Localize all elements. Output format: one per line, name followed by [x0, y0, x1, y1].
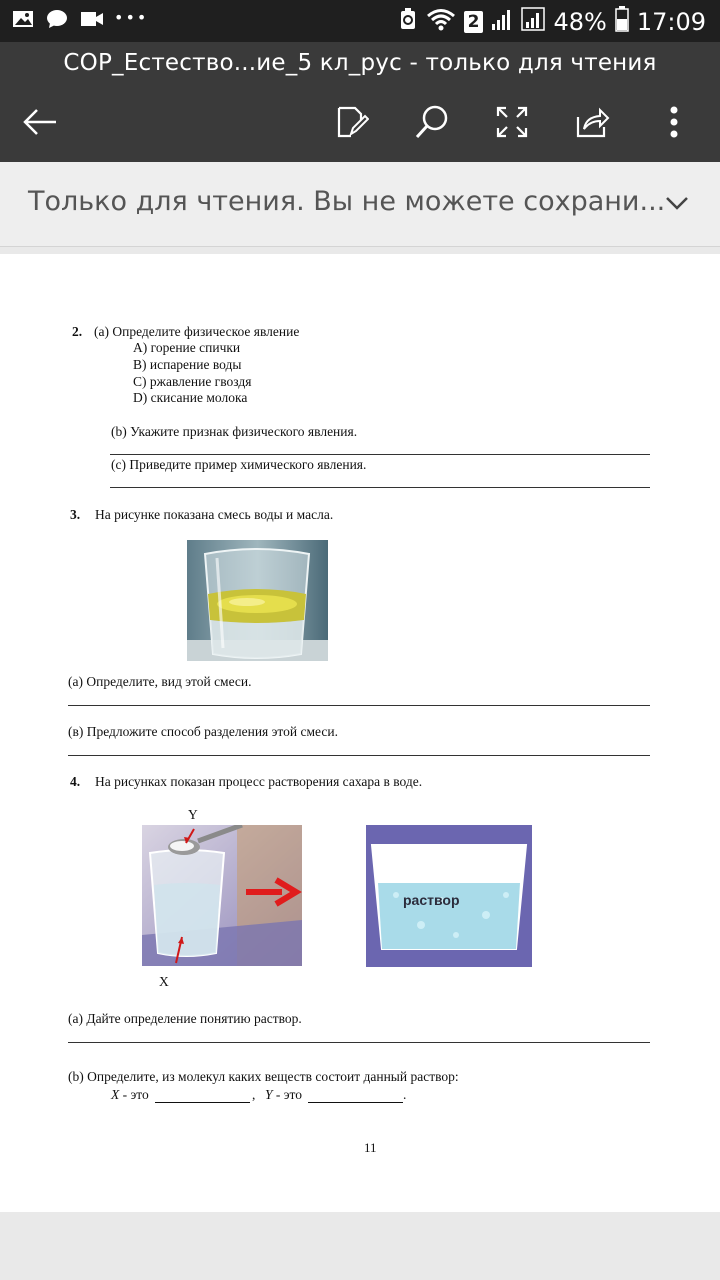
search-button[interactable] — [408, 98, 456, 146]
video-notification-icon — [80, 9, 102, 27]
expand-icon — [495, 105, 529, 139]
fullscreen-button[interactable] — [488, 98, 536, 146]
q3-number: 3. — [70, 507, 81, 522]
q2-part-c: (c) Приведите пример химического явления. — [111, 457, 367, 472]
y-word: - это — [272, 1087, 303, 1102]
x-answer-blank[interactable] — [155, 1102, 250, 1103]
q3-part-a: (a) Определите, вид этой смеси. — [68, 674, 252, 689]
edit-document-icon — [335, 104, 369, 140]
x-variable: X — [111, 1087, 120, 1102]
chevron-down-icon[interactable] — [660, 186, 694, 220]
answer-line — [68, 1042, 650, 1043]
q2-number: 2. — [72, 324, 83, 339]
battery-percent: 48% — [553, 8, 607, 36]
arrow-left-icon — [22, 108, 58, 136]
q3-part-b: (в) Предложите способ разделения этой смеси. — [68, 724, 338, 739]
x-answer-prefix — [111, 1087, 149, 1103]
oil-water-glass-image — [187, 540, 328, 661]
answer-separator: , — [252, 1087, 256, 1102]
more-notifications-label: ••• — [114, 8, 149, 27]
share-button[interactable] — [568, 98, 616, 146]
signal-icon-1 — [491, 7, 513, 37]
q2-part-a: (a) Определите физическое явление — [94, 324, 300, 339]
answer-line — [110, 454, 650, 455]
x-word: - это — [119, 1087, 149, 1102]
answer-line — [68, 755, 650, 756]
y-answer-prefix — [265, 1087, 302, 1103]
q2-option-c: C) ржавление гвоздя — [133, 374, 252, 389]
search-icon — [414, 104, 450, 140]
more-vertical-icon — [668, 105, 680, 139]
answer-line — [68, 705, 650, 706]
share-icon — [574, 105, 610, 139]
gallery-notification-icon — [12, 9, 34, 27]
more-options-button[interactable] — [650, 98, 698, 146]
battery-icon — [615, 6, 629, 38]
label-y: Y — [188, 807, 198, 822]
message-notification-icon — [46, 9, 68, 27]
answer-line — [110, 487, 650, 488]
y-variable: Y — [265, 1087, 273, 1102]
end-dot: . — [403, 1087, 407, 1102]
sugar-dissolving-photo — [142, 825, 302, 966]
y-answer-blank[interactable] — [308, 1102, 403, 1103]
q4-part-a: (a) Дайте определение понятию раствор. — [68, 1011, 302, 1026]
edit-button[interactable] — [328, 98, 376, 146]
q2-option-d: D) скисание молока — [133, 390, 248, 405]
q4-part-b: (b) Определите, из молекул каких веществ состоит данный раствор: — [68, 1069, 459, 1084]
app-bar — [0, 42, 720, 162]
page-number: 11 — [364, 1140, 377, 1155]
q2-option-a: A) горение спички — [133, 340, 241, 355]
label-x: X — [159, 974, 169, 989]
clock: 17:09 — [636, 8, 706, 36]
status-bar — [0, 0, 720, 42]
wifi-icon — [426, 7, 456, 37]
solution-diagram — [366, 825, 532, 967]
q2-option-b: B) испарение воды — [133, 357, 242, 372]
q4-number: 4. — [70, 774, 81, 789]
solution-label: раствор — [403, 892, 460, 908]
read-only-banner[interactable] — [0, 162, 720, 247]
back-button[interactable] — [16, 98, 64, 146]
sim-badge: 2 — [464, 11, 484, 33]
q3-text: На рисунке показана смесь воды и масла. — [95, 507, 334, 522]
q2-part-b: (b) Укажите признак физического явления. — [111, 424, 358, 439]
signal-icon-2 — [521, 7, 545, 37]
recycle-icon — [398, 7, 418, 37]
q4-text: На рисунках показан процесс растворения сахара в воде. — [95, 774, 423, 789]
banner-message: Только для чтения. Вы не можете сохрани... — [28, 186, 666, 217]
document-page — [0, 254, 720, 1212]
document-title: СОР_Естество...ие_5 кл_рус - только для чтения — [63, 50, 657, 76]
